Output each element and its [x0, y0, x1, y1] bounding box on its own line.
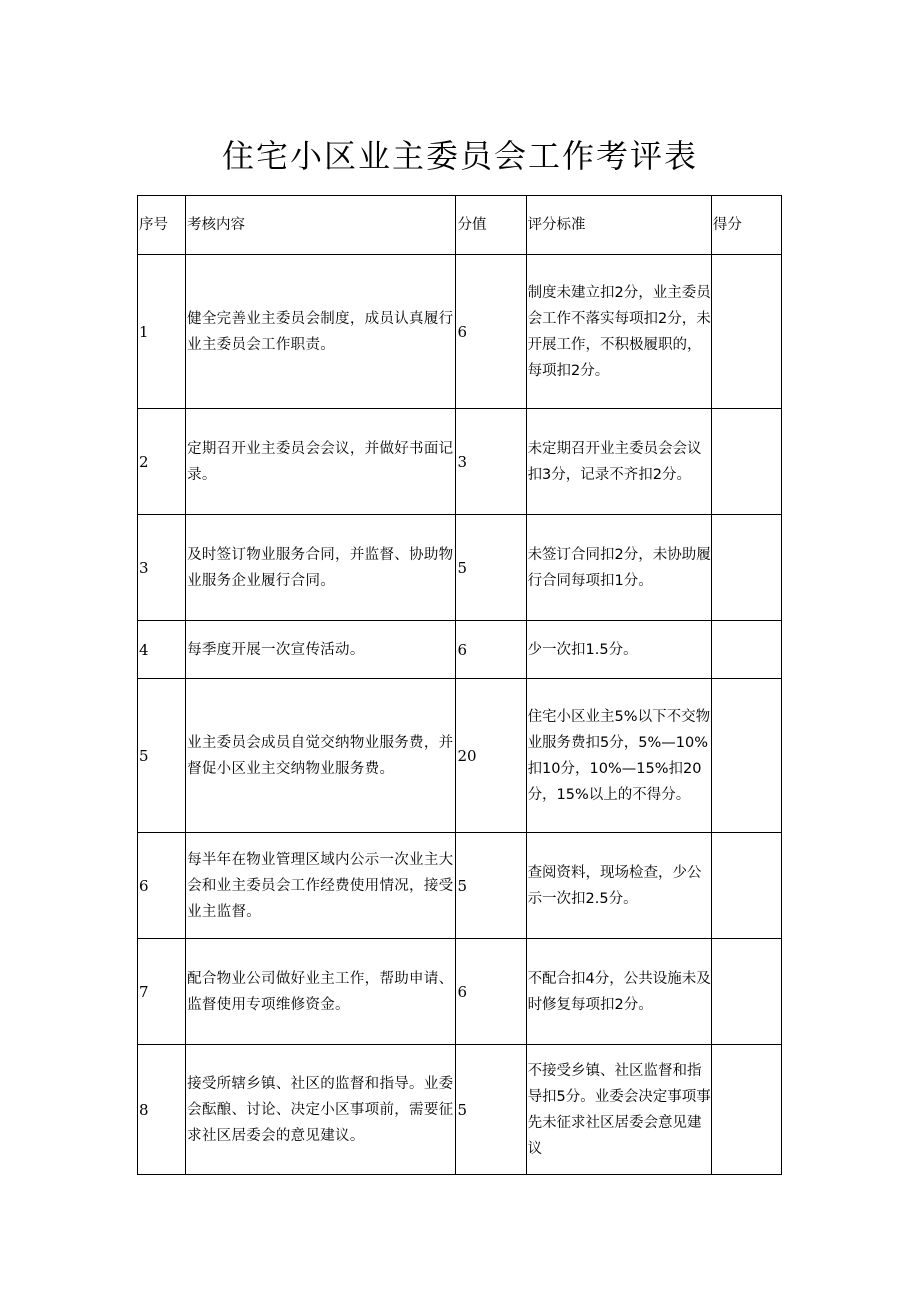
row-criteria: 住宅小区业主5%以下不交物业服务费扣5分，5%—10%扣10分，10%—15%扣20分，15%以上的不得分。: [526, 679, 711, 833]
row-criteria: 少一次扣1.5分。: [526, 621, 711, 679]
row-no: 8: [138, 1045, 186, 1175]
row-score: 5: [456, 515, 526, 621]
row-no: 1: [138, 255, 186, 409]
row-score: 3: [456, 409, 526, 515]
row-content: 定期召开业主委员会会议，并做好书面记录。: [186, 409, 456, 515]
table-row: [138, 255, 782, 409]
table-row: [138, 409, 782, 515]
row-content: 业主委员会成员自觉交纳物业服务费，并督促小区业主交纳物业服务费。: [186, 679, 456, 833]
table-row: [138, 515, 782, 621]
header-criteria: 评分标准: [526, 196, 711, 255]
table-row: [138, 679, 782, 833]
row-criteria: 未签订合同扣2分，未协助履行合同每项扣1分。: [526, 515, 711, 621]
row-score: 5: [456, 833, 526, 939]
row-got[interactable]: [711, 255, 781, 409]
row-content: 每半年在物业管理区域内公示一次业主大会和业主委员会工作经费使用情况，接受业主监督。: [186, 833, 456, 939]
row-got[interactable]: [711, 621, 781, 679]
row-content: 及时签订物业服务合同，并监督、协助物业服务企业履行合同。: [186, 515, 456, 621]
row-criteria: 不接受乡镇、社区监督和指导扣5分。业委会决定事项事先未征求社区居委会意见建议: [526, 1045, 711, 1175]
row-criteria: 查阅资料，现场检查，少公示一次扣2.5分。: [526, 833, 711, 939]
header-got: 得分: [711, 196, 781, 255]
row-got[interactable]: [711, 679, 781, 833]
table-row: [138, 1045, 782, 1175]
row-score: 6: [456, 621, 526, 679]
row-score: 5: [456, 1045, 526, 1175]
row-got[interactable]: [711, 833, 781, 939]
row-content: 接受所辖乡镇、社区的监督和指导。业委会酝酿、讨论、决定小区事项前，需要征求社区居委会的意见建议。: [186, 1045, 456, 1175]
row-got[interactable]: [711, 939, 781, 1045]
row-score: 6: [456, 939, 526, 1045]
row-got[interactable]: [711, 409, 781, 515]
row-score: 20: [456, 679, 526, 833]
header-no: 序号: [138, 196, 186, 255]
header-content: 考核内容: [186, 196, 456, 255]
row-criteria: 不配合扣4分，公共设施未及时修复每项扣2分。: [526, 939, 711, 1045]
row-no: 2: [138, 409, 186, 515]
row-got[interactable]: [711, 515, 781, 621]
page-title: 住宅小区业主委员会工作考评表: [221, 137, 698, 175]
header-score: 分值: [456, 196, 526, 255]
row-score: 6: [456, 255, 526, 409]
table-row: [138, 833, 782, 939]
evaluation-table: [137, 195, 782, 1175]
row-content: 配合物业公司做好业主工作，帮助申请、监督使用专项维修资金。: [186, 939, 456, 1045]
row-criteria: 未定期召开业主委员会会议扣3分，记录不齐扣2分。: [526, 409, 711, 515]
row-no: 6: [138, 833, 186, 939]
row-no: 4: [138, 621, 186, 679]
row-content: 每季度开展一次宣传活动。: [186, 621, 456, 679]
row-criteria: 制度未建立扣2分，业主委员会工作不落实每项扣2分，未开展工作，不积极履职的，每项扣2分。: [526, 255, 711, 409]
row-no: 5: [138, 679, 186, 833]
table-row: [138, 939, 782, 1045]
row-content: 健全完善业主委员会制度，成员认真履行业主委员会工作职责。: [186, 255, 456, 409]
row-no: 7: [138, 939, 186, 1045]
table-row: [138, 621, 782, 679]
table-header-row: [138, 196, 782, 255]
row-no: 3: [138, 515, 186, 621]
row-got[interactable]: [711, 1045, 781, 1175]
